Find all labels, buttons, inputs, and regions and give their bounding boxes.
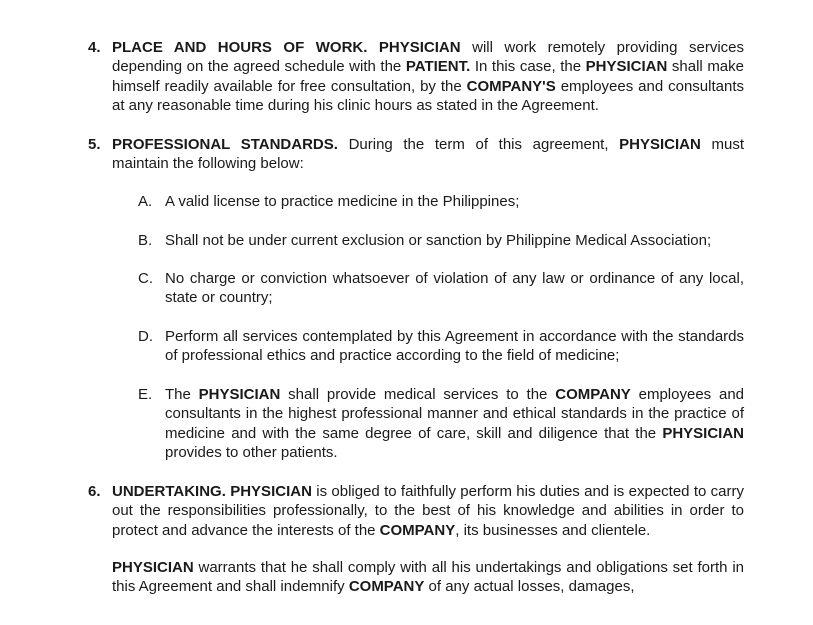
item-letter: A. [138, 193, 153, 210]
party-company: COMPANY [348, 578, 425, 596]
party-physician: PHYSICIAN [585, 58, 668, 76]
section-4 [88, 38, 744, 115]
item-text: Perform all services contemplated by this Agreement in accordance with the standards of professional ethics and practice according to the field of medicine; [165, 328, 744, 365]
section-heading: UNDERTAKING. [112, 483, 226, 500]
section-heading: PLACE AND HOURS OF WORK. [112, 39, 368, 56]
list-item [138, 192, 744, 211]
item-text: Shall not be under current exclusion or sanction by Philippine Medical Association; [165, 232, 712, 249]
section-number: 4. [88, 39, 101, 56]
party-physician: PHYSICIAN [230, 483, 312, 500]
section-number: 5. [88, 136, 101, 153]
item-letter: B. [138, 232, 153, 249]
item-text: The PHYSICIAN shall provide medical services to the COMPANY employees and consultants in the highest professional manner and ethical standards in the practice of medicine and with the same degree of care, skill and diligence that the PHYSICIAN provides to other patients. [165, 386, 745, 461]
list-item [138, 385, 744, 462]
party-company: COMPANY [555, 386, 631, 403]
section-6 [88, 482, 744, 540]
item-text: No charge or conviction whatsoever of violation of any law or ordinance of any local, state or country; [165, 270, 744, 307]
section-5 [88, 135, 744, 174]
section-5-text: PROFESSIONAL STANDARDS. During the term of this agreement, PHYSICIAN must maintain the following below: [112, 136, 744, 173]
item-letter: C. [138, 270, 153, 287]
list-item [138, 269, 744, 308]
party-physician: PHYSICIAN [198, 386, 281, 403]
party-patient: PATIENT. [405, 58, 471, 76]
party-physician: PHYSICIAN [378, 39, 461, 56]
section-heading: PROFESSIONAL STANDARDS. [112, 136, 338, 153]
party-physician: PHYSICIAN [112, 559, 194, 576]
party-company: COMPANY'S [466, 77, 556, 95]
section-4-text: PLACE AND HOURS OF WORK. PHYSICIAN will work remotely providing services depending on the agreed schedule with the PATIENT. In this case, the PHYSICIAN shall make himself readily available for free consultation, by the COMPANY'S employees and consultants at any reasonable time during his clinic hours as stated in the Agreement. [112, 39, 745, 114]
item-letter: E. [138, 386, 153, 403]
item-text: A valid license to practice medicine in the Philippines; [165, 193, 520, 210]
section-6-text: UNDERTAKING. PHYSICIAN is obliged to faithfully perform his duties and is expected to carry out the responsibilities professionally, to the best of his knowledge and abilities in order to protect and advance the interests of the COMPANY, its businesses and clientele. [112, 483, 744, 539]
list-item [138, 231, 744, 250]
party-company: COMPANY [379, 521, 456, 539]
party-physician: PHYSICIAN [662, 424, 744, 442]
section-number: 6. [88, 483, 101, 500]
item-letter: D. [138, 328, 153, 345]
section-6-paragraph-2: PHYSICIAN warrants that he shall comply with all his undertakings and obligations set forth in this Agreement and shall indemnify COMPANY of any actual losses, damages, [112, 559, 744, 596]
list-item [138, 327, 744, 366]
party-physician: PHYSICIAN [619, 136, 701, 153]
